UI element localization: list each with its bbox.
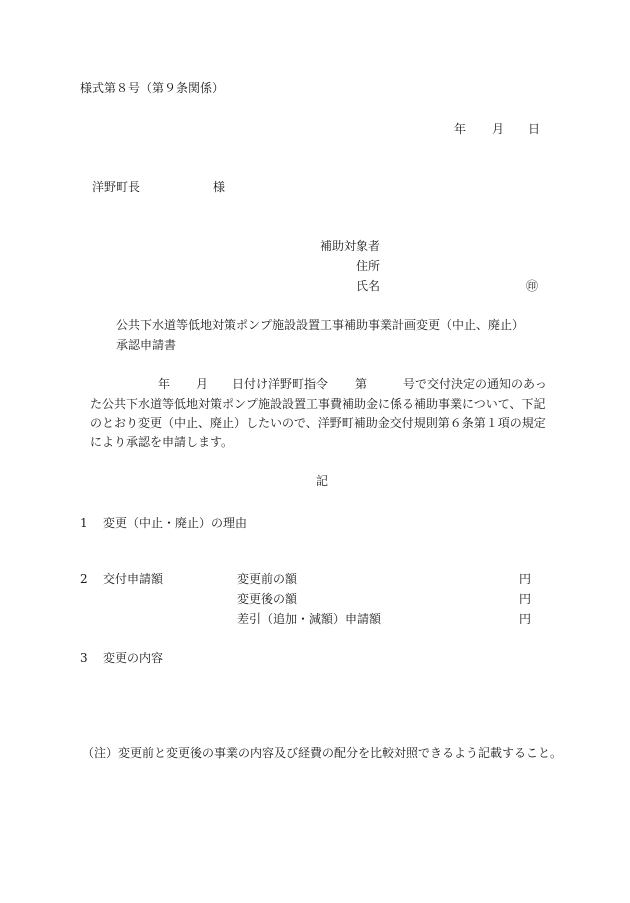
body-month-label: 月 [196,377,209,391]
footnote: （注）変更前と変更後の事業の内容及び経費の配分を比較対照できるよう記載すること。 [82,746,563,760]
date-day-label: 日 [528,122,541,136]
document-title-line1: 公共下水道等低地対策ポンプ施設設置工事補助事業計画変更（中止、廃止） [116,318,525,332]
amount-before-label: 変更前の額 [237,572,298,586]
addressee-name: 洋野町長 [92,180,141,194]
ki-heading: 記 [316,474,329,488]
amount-diff-unit: 円 [519,612,532,626]
item3-number: 3 [80,651,88,665]
date-year-label: 年 [454,122,467,136]
item3-label: 変更の内容 [103,651,164,665]
date-month-label: 月 [492,122,505,136]
body-line2: た公共下水道等低地対策ポンプ施設設置工事費補助金に係る補助事業について、下記 [90,397,546,411]
body-line3: のとおり変更（中止、廃止）したいので、洋野町補助金交付規則第６条第１項の規定 [90,416,546,430]
body-line1-rest: 号で交付決定の通知のあっ [403,377,547,391]
body-year-label: 年 [158,377,171,391]
document-title-line2: 承認申請書 [116,338,177,352]
item2-label: 交付申請額 [103,572,164,586]
body-date-suffix: 日付け洋野町指令 [232,377,329,391]
amount-after-label: 変更後の額 [237,592,298,606]
seal-mark: ㊞ [526,279,539,293]
amount-after-unit: 円 [519,592,532,606]
applicant-heading: 補助対象者 [320,239,381,253]
item2-number: 2 [80,572,88,586]
item1-number: 1 [80,516,88,530]
body-number-prefix: 第 [355,377,368,391]
addressee-honorific: 様 [213,180,226,194]
item1-label: 変更（中止・廃止）の理由 [103,516,248,530]
address-label: 住所 [356,259,381,273]
amount-before-unit: 円 [519,572,532,586]
name-label: 氏名 [356,279,381,293]
form-number: 様式第８号（第９条関係） [80,81,225,95]
body-line4: により承認を申請します。 [90,435,234,449]
amount-diff-label: 差引（追加・減額）申請額 [237,612,382,626]
